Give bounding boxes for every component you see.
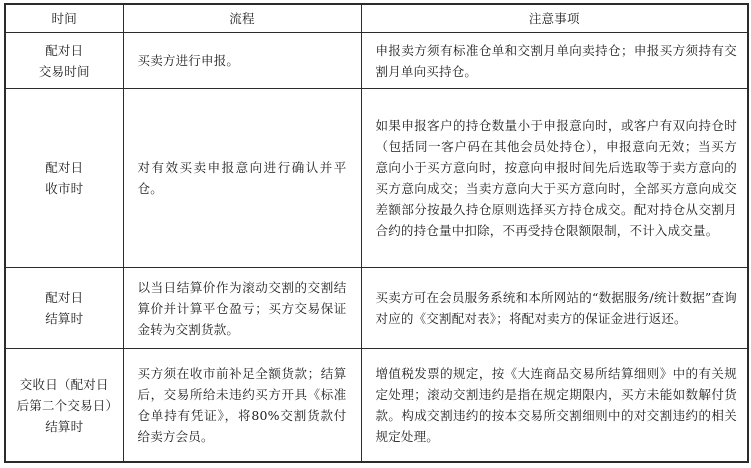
note-cell: 增值税发票的规定，按《大连商品交易所结算细则》中的有关规定处理；滚动交割违约是指在规定期限内，买方未能如数解付货款。构成交割违约的按本交易所交割细则中的对交割违约的相关规定处理。 (361, 349, 748, 463)
time-cell: 交收日（配对日后第二个交易日）结算时 (5, 349, 123, 463)
header-flow: 流程 (123, 4, 361, 33)
delivery-process-table (4, 3, 749, 463)
table-row (5, 268, 748, 349)
flow-cell: 买卖方进行申报。 (123, 33, 361, 89)
header-row (5, 4, 748, 33)
flow-cell: 对有效买卖申报意向进行确认并平仓。 (123, 89, 361, 268)
note-cell: 申报卖方须有标准仓单和交割月单向卖持仓；申报买方须持有交割月单向买持仓。 (361, 33, 748, 89)
time-cell: 配对日 结算时 (5, 268, 123, 349)
time-cell: 配对日 交易时间 (5, 33, 123, 89)
header-note: 注意事项 (361, 4, 748, 33)
flow-cell: 买方须在收市前补足全额货款；结算后，交易所给未违约买方开具《标准仓单持有凭证》，将80%交割货款付给卖方会员。 (123, 349, 361, 463)
note-cell: 买卖方可在会员服务系统和本所网站的“数据服务/统计数据”查询对应的《交割配对表》；将配对卖方的保证金进行返还。 (361, 268, 748, 349)
header-time: 时间 (5, 4, 123, 33)
table-row (5, 349, 748, 463)
note-cell: 如果申报客户的持仓数量小于申报意向时，或客户有双向持仓时（包括同一客户码在其他会员处持仓），申报意向无效；当买方意向小于买方意向时，按意向申报时间先后选取等于卖方意向的买方意向成交；当卖方意向大于买方意向时，全部买方意向成交差额部分按最久持仓原则选择买方持仓成交。配对持仓从交割月合约的持仓量中扣除，不再受持仓限额限制，不计入成交量。 (361, 89, 748, 268)
table-row (5, 33, 748, 89)
time-cell: 配对日 收市时 (5, 89, 123, 268)
table-row (5, 89, 748, 268)
flow-cell: 以当日结算价作为滚动交割的交割结算价并计算平仓盈亏；买方交易保证金转为交割货款。 (123, 268, 361, 349)
